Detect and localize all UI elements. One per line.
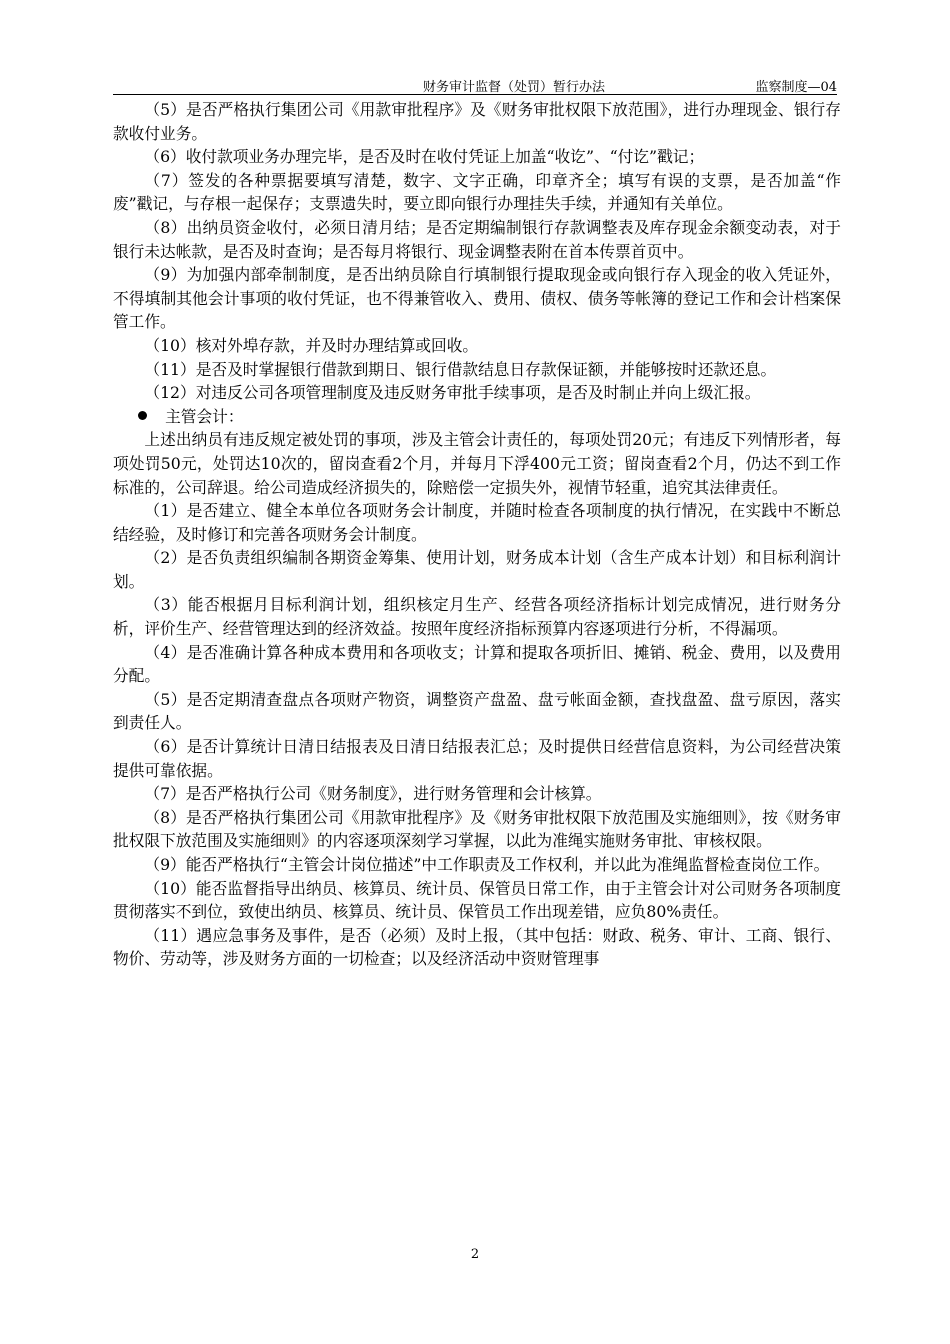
paragraph: （1）是否建立、健全本单位各项财务会计制度，并随时检查各项制度的执行情况，在实践中不断总结经验，及时修订和完善各项财务会计制度。 <box>113 501 841 544</box>
paragraph: （8）出纳员资金收付，必须日清月结；是否定期编制银行存款调整表及库存现金余额变动表，对于银行未达帐款，是否及时查询；是否每月将银行、现金调整表附在首本传票首页中。 <box>113 217 841 261</box>
paragraph: （3）能否根据月目标利润计划，组织核定月生产、经营各项经济指标计划完成情况，进行财务分析，评价生产、经营管理达到的经济效益。按照年度经济指标预算内容逐项进行分析，不得漏项。 <box>113 595 841 639</box>
paragraph: （12）对违反公司各项管理制度及违反财务审批手续事项，是否及时制止并向上级汇报。 <box>144 383 761 403</box>
page-header <box>113 76 837 95</box>
section-heading-label: 主管会计： <box>165 406 244 426</box>
document-title: 财务审计监督（处罚）暂行办法 <box>423 80 606 95</box>
paragraph: （6）是否计算统计日清日结报表及日清日结报表汇总；及时提供日经营信息资料，为公司经营决策提供可靠依据。 <box>113 737 841 780</box>
paragraph: （10）核对外埠存款，并及时办理结算或回收。 <box>144 335 479 355</box>
paragraph: （9）能否严格执行“主管会计岗位描述”中工作职责及工作权利，并以此为准绳监督检查岗位工作。 <box>144 855 830 874</box>
paragraph: （7）是否严格执行公司《财务制度》，进行财务管理和会计核算。 <box>144 784 602 804</box>
paragraph: （5）是否定期清查盘点各项财产物资，调整资产盘盈、盘亏帐面金额，查找盘盈、盘亏原因，落实到责任人。 <box>113 689 841 733</box>
page-number: 2 <box>470 1247 480 1262</box>
paragraph: （4）是否准确计算各种成本费用和各项收支；计算和提取各项折旧、摊销、税金、费用，以及费用分配。 <box>113 642 841 686</box>
paragraph: （6）收付款项业务办理完毕，是否及时在收付凭证上加盖“收讫”、“付讫”戳记； <box>144 147 705 167</box>
paragraph: （11）是否及时掌握银行借款到期日、银行借款结息日存款保证额，并能够按时还款还息。 <box>144 359 777 379</box>
document-code: 监察制度—04 <box>755 80 837 95</box>
document-body <box>113 98 841 971</box>
paragraph: （10）能否监督指导出纳员、核算员、统计员、保管员日常工作，由于主管会计对公司财务各项制度贯彻落实不到位，致使出纳员、核算员、统计员、保管员工作出现差错，应负80%责任。 <box>113 878 841 922</box>
paragraph: （7）签发的各种票据要填写清楚，数字、文字正确，印章齐全；填写有误的支票，是否加盖“作废”戳记，与存根一起保存；支票遗失时，要立即向银行办理挂失手续，并通知有关单位。 <box>113 170 841 214</box>
section-heading <box>113 405 841 429</box>
paragraph: （2）是否负责组织编制各期资金筹集、使用计划，财务成本计划（含生产成本计划）和目标利润计划。 <box>113 548 841 591</box>
paragraph: （5）是否严格执行集团公司《用款审批程序》及《财务审批权限下放范围》，进行办理现金、银行存款收付业务。 <box>113 100 841 143</box>
bullet-icon <box>138 411 147 420</box>
paragraph: （9）为加强内部牵制制度，是否出纳员除自行填制银行提取现金或向银行存入现金的收入凭证外，不得填制其他会计事项的收付凭证，也不得兼管收入、费用、债权、债务等帐簿的登记工作和会计档案保管工作。 <box>113 265 841 332</box>
paragraph: 上述出纳员有违反规定被处罚的事项，涉及主管会计责任的，每项处罚20元；有违反下列情形者，每项处罚50元，处罚达10次的，留岗查看2个月，并每月下浮400元工资；留岗查看2个月，仍达不到工作标准的，公司辞退。给公司造成经济损失的，除赔偿一定损失外，视情节轻重，追究其法律责任。 <box>113 430 841 497</box>
paragraph: （8）是否严格执行集团公司《用款审批程序》及《财务审批权限下放范围及实施细则》，按《财务审批权限下放范围及实施细则》的内容逐项深刻学习掌握，以此为准绳实施财务审批、审核权限。 <box>113 807 841 851</box>
paragraph: （11）遇应急事务及事件，是否（必须）及时上报，（其中包括：财政、税务、审计、工商、银行、物价、劳动等，涉及财务方面的一切检查；以及经济活动中资财管理事 <box>113 925 841 969</box>
